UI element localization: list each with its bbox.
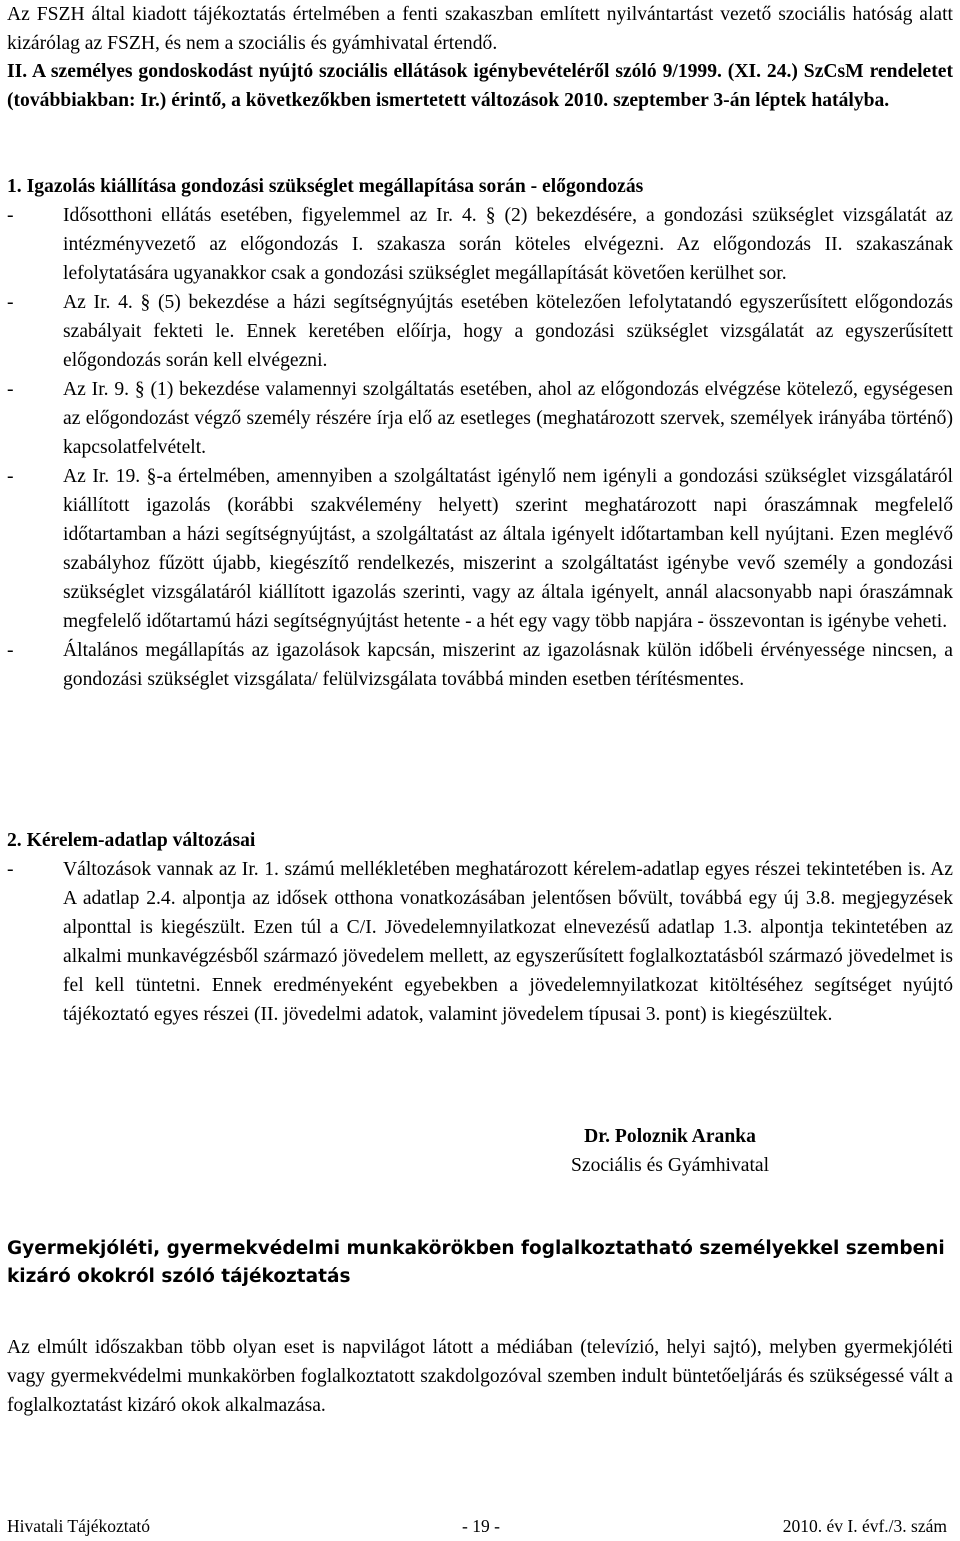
list-item [7, 288, 953, 375]
list-item [7, 855, 953, 1029]
signature-name: Dr. Poloznik Aranka [584, 1126, 756, 1147]
list-dash: - [7, 292, 14, 313]
list-item-text: Az Ir. 9. § (1) bekezdése valamennyi szolgáltatás esetében, ahol az előgondozás elvégzése kötelező, egységesen az előgondozást végző személy részére írja elő az esetleges (meghatározott szervek, személyek irányába történő) kapcsolatfelvételt. [63, 379, 953, 458]
list-item-text: Az Ir. 19. §-a értelmében, amennyiben a szolgáltatást igénylő nem igényli a gondozási szükséglet vizsgálatáról kiállított igazolás (korábbi szakvélemény helyett) szerint meghatározott napi óraszámnak megfelelő időtartamban a házi segítségnyújtást, a szolgáltatást az általa igényelt időtartamban kell nyújtani. Ezen meglévő szabályhoz fűzött újabb, kiegészítő rendelkezés, miszerint a szolgáltatást igénybe vevő személy a gondozási szükséglet vizsgálatáról kiállított igazolás szerinti, vagy az általa igényelt, annál alacsonyabb napi óraszámnak megfelelő időtartamú házi segítségnyújtást hetente - a hét egy vagy több napjára - összevontan is igénybe veheti. [63, 466, 953, 632]
footer-issue: 2010. év I. évf./3. szám [782, 1516, 947, 1536]
list-dash: - [7, 859, 14, 880]
list-item [7, 375, 953, 462]
list-item-text: Idősotthoni ellátás esetében, figyelemmel az Ir. 4. § (2) bekezdésére, a gondozási szükséglet vizsgálatát az intézményvezető az előgondozás I. szakasza során köteles elvégezni. Az előgondozás II. szakaszának lefolytatására ugyanakkor csak a gondozási szükséglet megállapítását követően kerülhet sor. [63, 205, 953, 284]
list-dash: - [7, 466, 14, 487]
list-item-text: Az Ir. 4. § (5) bekezdése a házi segítségnyújtás esetében kötelezően lefolytatandó egyszerűsített előgondozás szabályait fekteti le. Ennek keretében előírja, hogy a gondozási szükséglet vizsgálatát az egyszerűsített előgondozás során kell elvégezni. [63, 292, 953, 371]
subsection-1 [7, 172, 953, 694]
article-paragraph: Az elmúlt időszakban több olyan eset is napvilágot látott a médiában (televízió, helyi sajtó), melyben gyermekjóléti vagy gyermekvédelmi munkakörben foglalkoztatott szakdolgozóval szemben indult büntetőeljárás és szükségessé vált a foglalkoztatást kizáró okok alkalmazása. [7, 1337, 953, 1416]
signature-organization: Szociális és Gyámhivatal [570, 1155, 770, 1176]
list-item [7, 636, 953, 694]
footer-publication: Hivatali Tájékoztató [7, 1516, 151, 1536]
list-item [7, 462, 953, 636]
signature-block [470, 1122, 870, 1180]
subsection-2 [7, 826, 953, 1029]
list-dash: - [7, 205, 14, 226]
list-item-text: Változások vannak az Ir. 1. számú mellékletében meghatározott kérelem-adatlap egyes részei tekintetében is. Az A adatlap 2.4. alpontja az idősek otthona vonatkozásában jelentősen bővült, továbbá egy új 3.8. megjegyzések alponttal is kiegészült. Ezen túl a C/I. Jövedelemnyilatkozat elnevezésű adatlap 1.3. alpontja tekintetében az alkalmi munkavégzésből származó jövedelem mellett, az egyszerűsített foglalkoztatásból származó jövedelmet is fel kell tüntetni. Ennek eredményeként egyebekben a jövedelemnyilatkozat kitöltéséhez segítséget nyújtó tájékoztató egyes részei (II. jövedelmi adatok, valamint jövedelem típusai 3. pont) is kiegészültek. [63, 859, 953, 1025]
intro-paragraph: Az FSZH által kiadott tájékoztatás értelmében a fenti szakaszban említett nyilvántartást vezető szociális hatóság alatt kizárólag az FSZH, és nem a szociális és gyámhivatal értendő. [7, 4, 953, 54]
list-item-text: Általános megállapítás az igazolások kapcsán, miszerint az igazolásnak külön időbeli érvényessége nincsen, a gondozási szükséglet vizsgálata/ felülvizsgálata továbbá minden esetben térítésmentes. [63, 640, 953, 690]
page-footer [7, 1516, 947, 1540]
subsection-1-title: 1. Igazolás kiállítása gondozási szükséglet megállapítása során - előgondozás [7, 176, 644, 197]
list-dash: - [7, 640, 14, 661]
section-2-title: II. A személyes gondoskodást nyújtó szociális ellátások igénybevételéről szóló 9/1999. (XI. 24.) SzCsM rendeletet (továbbiakban: Ir.) érintő, a következőkben ismertetett változások 2010. szeptember 3-án léptek hatályba. [7, 61, 953, 111]
list-item [7, 201, 953, 288]
article-heading: Gyermekjóléti, gyermekvédelmi munkakörökben foglalkoztatható személyekkel szembeni kizáró okokról szóló tájékoztatás [7, 1238, 945, 1287]
list-dash: - [7, 379, 14, 400]
subsection-2-title: 2. Kérelem-adatlap változásai [7, 830, 256, 851]
footer-page-number: - 19 - [462, 1516, 500, 1536]
